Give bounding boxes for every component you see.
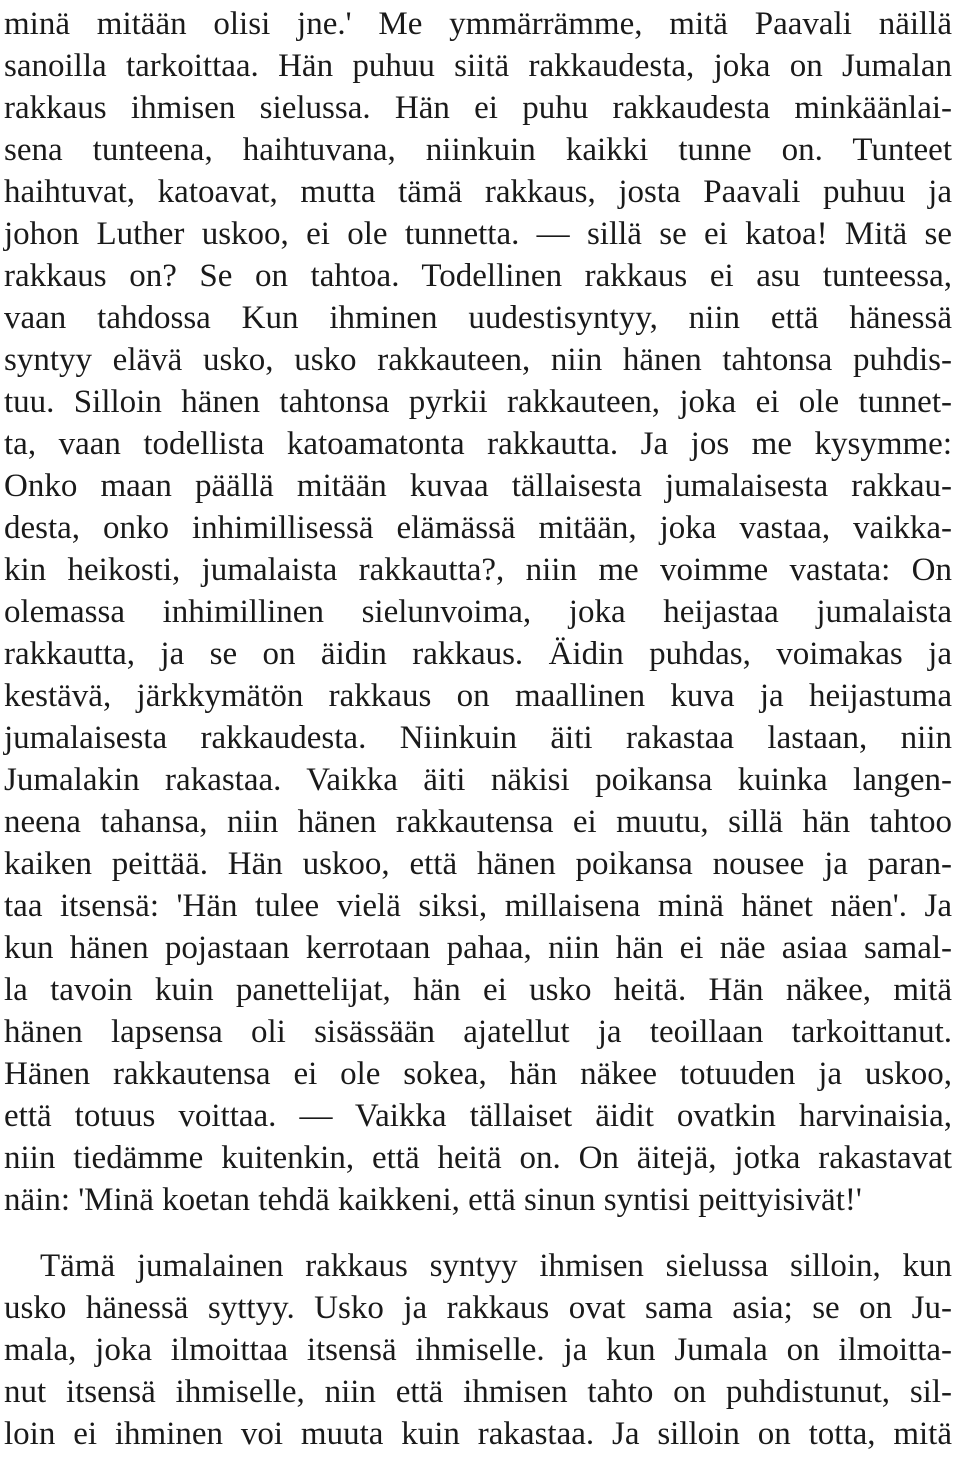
text-line-14: kin heikosti, jumalaista rakkautta?, niin me voimme vastata: On: [4, 552, 952, 588]
text-line-34: loin ei ihminen voi muuta kuin rakastaa. Ja silloin on totta, mitä: [4, 1416, 952, 1452]
text-line-22: taa itsensä: 'Hän tulee vielä siksi, millaisena minä hänet näen'. Ja: [4, 888, 952, 924]
text-line-12: Onko maan päällä mitään kuvaa tällaisesta jumalaisesta rakkau-: [4, 468, 952, 504]
text-line-1: minä mitään olisi jne.' Me ymmärrämme, mitä Paavali näillä: [4, 6, 952, 42]
text-line-8: vaan tahdossa Kun ihminen uudestisyntyy, niin että hänessä: [4, 300, 952, 336]
text-line-21: kaiken peittää. Hän uskoo, että hänen poikansa nousee ja paran-: [4, 846, 952, 882]
text-line-10: tuu. Silloin hänen tahtonsa pyrkii rakkauteen, joka ei ole tunnet-: [4, 384, 952, 420]
text-line-19: Jumalakin rakastaa. Vaikka äiti näkisi poikansa kuinka langen-: [4, 762, 952, 798]
text-line-6: johon Luther uskoo, ei ole tunnetta. — sillä se ei katoa! Mitä se: [4, 216, 952, 252]
text-line-2: sanoilla tarkoittaa. Hän puhuu siitä rakkaudesta, joka on Jumalan: [4, 48, 952, 84]
text-line-31: usko hänessä syttyy. Usko ja rakkaus ovat sama asia; se on Ju-: [4, 1290, 952, 1326]
text-line-23: kun hänen pojastaan kerrotaan pahaa, niin hän ei näe asiaa samal-: [4, 930, 952, 966]
text-line-24: la tavoin kuin panettelijat, hän ei usko heitä. Hän näkee, mitä: [4, 972, 952, 1008]
text-line-16: rakkautta, ja se on äidin rakkaus. Äidin puhdas, voimakas ja: [4, 636, 952, 672]
text-line-4: sena tunteena, haihtuvana, niinkuin kaikki tunne on. Tunteet: [4, 132, 952, 168]
text-line-13: desta, onko inhimillisessä elämässä mitään, joka vastaa, vaikka-: [4, 510, 952, 546]
text-line-29: näin: 'Minä koetan tehdä kaikkeni, että sinun syntisi peittyisivät!': [4, 1182, 862, 1218]
text-line-11: ta, vaan todellista katoamatonta rakkautta. Ja jos me kysymme:: [4, 426, 952, 462]
text-line-20: neena tahansa, niin hänen rakkautensa ei muutu, sillä hän tahtoo: [4, 804, 952, 840]
text-line-28: niin tiedämme kuitenkin, että heitä on. On äitejä, jotka rakastavat: [4, 1140, 952, 1176]
text-line-26: Hänen rakkautensa ei ole sokea, hän näkee totuuden ja uskoo,: [4, 1056, 952, 1092]
text-line-3: rakkaus ihmisen sielussa. Hän ei puhu rakkaudesta minkäänlai-: [4, 90, 952, 126]
text-line-9: syntyy elävä usko, usko rakkauteen, niin hänen tahtonsa puhdis-: [4, 342, 952, 378]
text-line-18: jumalaisesta rakkaudesta. Niinkuin äiti rakastaa lastaan, niin: [4, 720, 952, 756]
text-line-7: rakkaus on? Se on tahtoa. Todellinen rakkaus ei asu tunteessa,: [4, 258, 952, 294]
text-line-15: olemassa inhimillinen sielunvoima, joka heijastaa jumalaista: [4, 594, 952, 630]
text-line-17: kestävä, järkkymätön rakkaus on maallinen kuva ja heijastuma: [4, 678, 952, 714]
text-line-5: haihtuvat, katoavat, mutta tämä rakkaus, josta Paavali puhuu ja: [4, 174, 952, 210]
text-line-25: hänen lapsensa oli sisässään ajatellut ja teoillaan tarkoittanut.: [4, 1014, 952, 1050]
text-line-33: nut itsensä ihmiselle, niin että ihmisen tahto on puhdistunut, sil-: [4, 1374, 952, 1410]
paragraph-first-line: Tämä jumalainen rakkaus syntyy ihmisen sielussa silloin, kun: [40, 1248, 952, 1284]
text-line-32: mala, joka ilmoittaa itsensä ihmiselle. ja kun Jumala on ilmoitta-: [4, 1332, 952, 1368]
text-line-27: että totuus voittaa. — Vaikka tällaiset äidit ovatkin harvinaisia,: [4, 1098, 952, 1134]
